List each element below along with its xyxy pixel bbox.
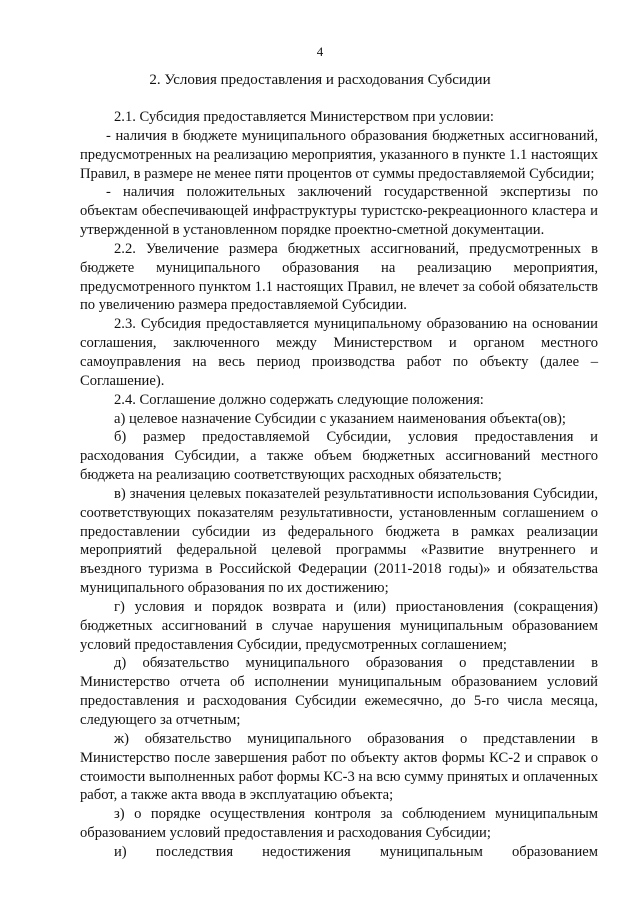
paragraph-2-3: 2.3. Субсидия предоставляется муниципальному образованию на основании соглашения, заключенного между Министерством и органом местного самоуправления на весь период производства работ по объекту (далее – Соглашение).	[80, 316, 598, 389]
page-number: 4	[316, 44, 324, 59]
list-item-g: г) условия и порядок возврата и (или) приостановления (сокращения) бюджетных ассигнований в случае нарушения муниципальным образованием условий предоставления Субсидии, предусмотренных соглашением;	[80, 598, 598, 653]
paragraph-2-4: 2.4. Соглашение должно содержать следующие положения:	[114, 391, 484, 408]
condition-state-expertise: - наличия положительных заключений государственной экспертизы по объектам обеспечивающей инфраструктуры туристско-рекреационного кластера и утвержденной в установленном порядке проектно-сметной документации.	[80, 184, 598, 239]
list-item-a: а) целевое назначение Субсидии с указанием наименования объекта(ов);	[114, 410, 566, 427]
document-body	[80, 108, 598, 862]
paragraph-2-1: 2.1. Субсидия предоставляется Министерством при условии:	[114, 109, 494, 125]
condition-budget-allocations: - наличия в бюджете муниципального образования бюджетных ассигнований, предусмотренных на реализацию мероприятия, указанного в пункте 1.1 настоящих Правил, в размере не менее пяти процентов от суммы предоставляемой Субсидии;	[80, 127, 598, 182]
list-item-b: б) размер предоставляемой Субсидии, условия предоставления и расходования Субсидии, а также объем бюджетных ассигнований местного бюджета на реализацию соответствующих расходных обязательств;	[80, 429, 598, 484]
list-item-zh: ж) обязательство муниципального образования о представлении в Министерство после завершения работ по объекту актов формы КС-2 и справок о стоимости выполненных работ формы КС-3 на всю сумму принятых и оплаченных работ, а также акта ввода в эксплуатацию объекта;	[80, 730, 598, 804]
list-item-v: в) значения целевых показателей результативности использования Субсидии, соответствующих показателям результативности, установленным соглашением о предоставлении субсидии из федерального бюджета в рамках реализации мероприятий федеральной целевой программы «Развитие внутреннего и въездного туризма в Российской Федерации (2011-2018 годы)» и обязательства муниципального образования по их достижению;	[80, 485, 598, 597]
section-title: 2. Условия предоставления и расходования Субсидии	[149, 72, 491, 88]
list-item-d: д) обязательство муниципального образования о представлении в Министерство отчета об исполнении муниципальным образованием условий предоставления и расходования Субсидии ежемесячно, до 5-го числа месяца, следующего за отчетным;	[80, 655, 598, 728]
list-item-z: з) о порядке осуществления контроля за соблюдением муниципальным образованием условий предоставления и расходования Субсидии;	[80, 806, 598, 842]
list-item-i: и) последствия недостижения муниципальным образованием	[114, 843, 598, 860]
paragraph-2-2: 2.2. Увеличение размера бюджетных ассигнований, предусмотренных в бюджете муниципального образования на реализацию мероприятия, предусмотренного пунктом 1.1 настоящих Правил, не влечет за собой обязательств по увеличению размера предоставляемой Субсидии.	[80, 240, 598, 314]
